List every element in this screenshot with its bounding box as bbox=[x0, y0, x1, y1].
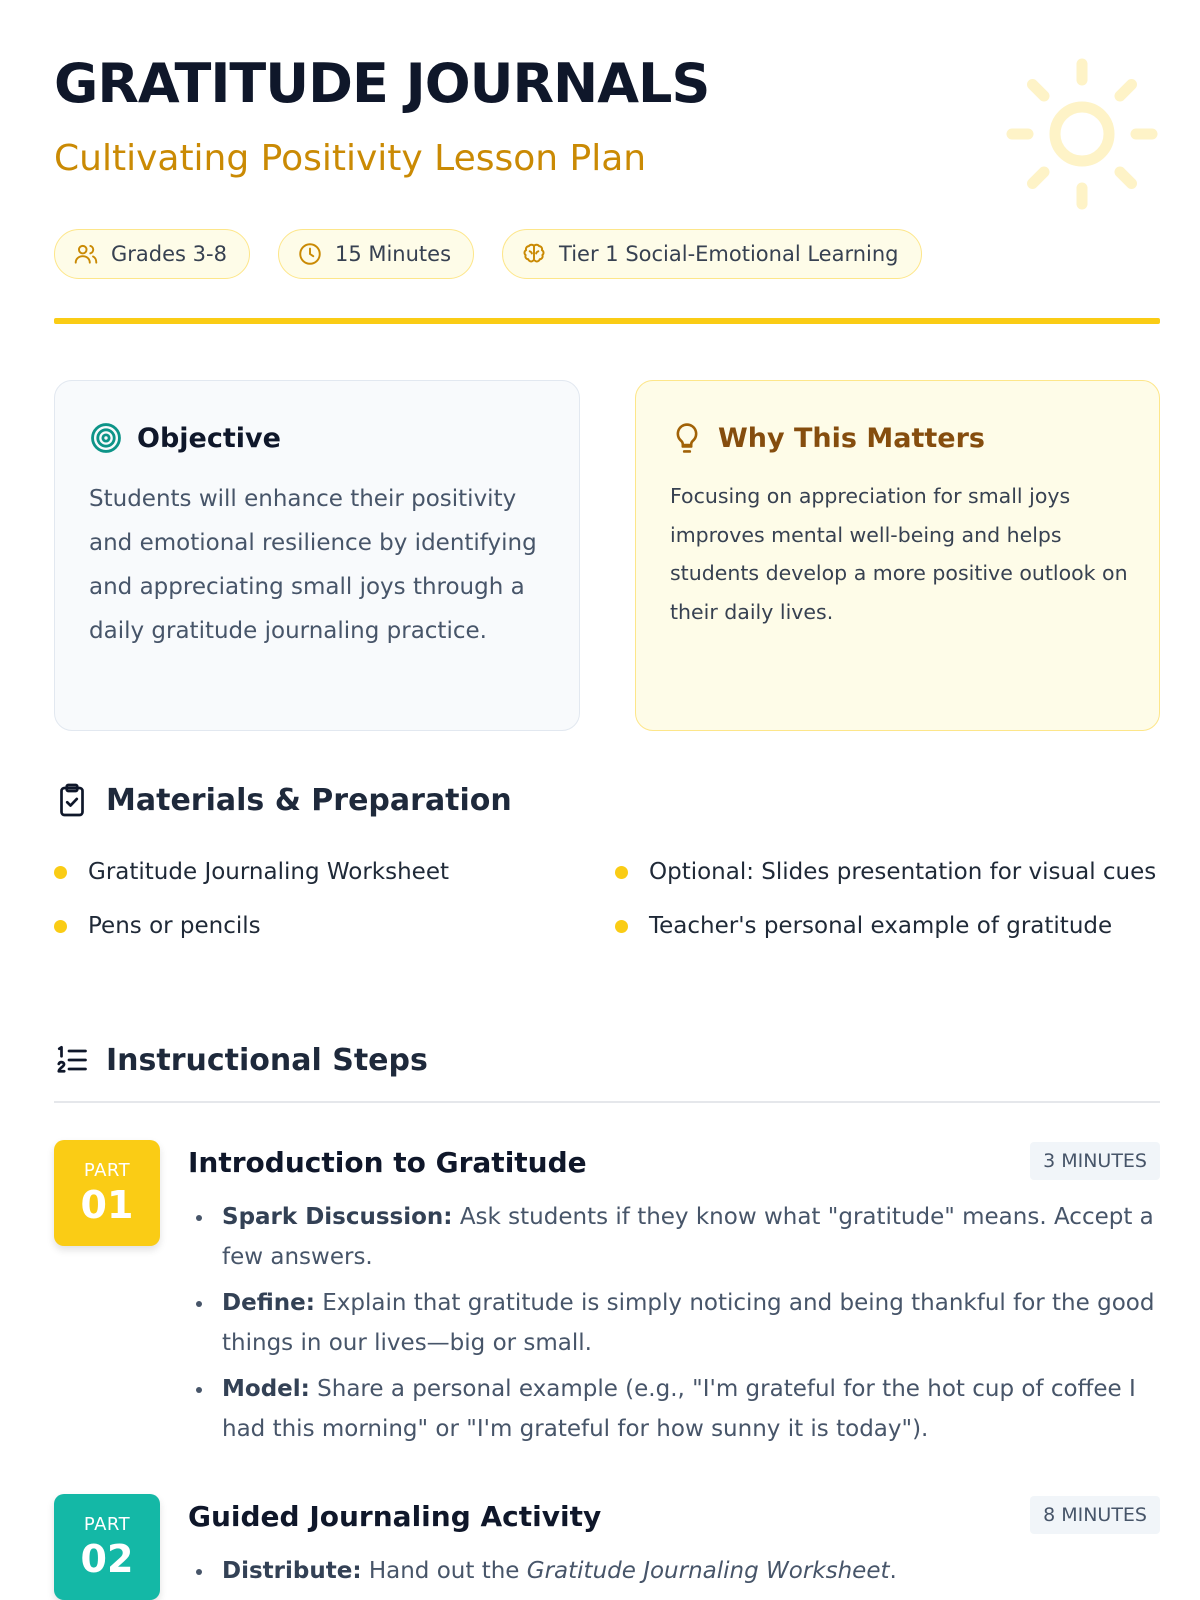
target-icon bbox=[89, 421, 123, 455]
part-label: PART bbox=[83, 1159, 131, 1181]
materials-heading-text: Materials & Preparation bbox=[106, 782, 512, 818]
grade-badge bbox=[54, 229, 250, 279]
bullet-text: Share a personal example (e.g., "I'm grateful for the hot cup of coffee I had this morning" or "I'm grateful for how sunny it is today"). bbox=[222, 1376, 1136, 1442]
page-subtitle: Cultivating Positivity Lesson Plan bbox=[54, 138, 647, 179]
badge-label: Tier 1 Social-Emotional Learning bbox=[559, 242, 899, 266]
numbered-list-icon bbox=[54, 1042, 90, 1078]
part-badge bbox=[54, 1494, 160, 1600]
clock-icon bbox=[297, 241, 323, 267]
objective-card bbox=[54, 380, 580, 731]
part-label: PART bbox=[83, 1513, 131, 1535]
list-item bbox=[188, 1283, 1160, 1363]
objective-text: Students will enhance their positivity and emotional resilience by identifying and appreciating small joys through a daily gratitude journaling practice. bbox=[89, 486, 537, 644]
bullet-text: Explain that gratitude is simply noticing and being thankful for the good things in our lives—big or small. bbox=[222, 1290, 1155, 1356]
materials-list-left bbox=[54, 852, 574, 960]
bullet-tail: . bbox=[889, 1558, 897, 1584]
header-divider bbox=[54, 318, 1160, 324]
bullet-text: Hand out the bbox=[361, 1558, 527, 1584]
objective-heading-text: Objective bbox=[137, 422, 281, 454]
users-icon bbox=[73, 241, 99, 267]
steps-heading bbox=[54, 1042, 428, 1078]
bullet-lead: Define: bbox=[222, 1290, 315, 1316]
worksheet-name: Gratitude Journaling Worksheet bbox=[526, 1558, 890, 1584]
step-title: Introduction to Gratitude bbox=[188, 1146, 587, 1179]
step-bullets bbox=[188, 1551, 1160, 1597]
tier-badge bbox=[502, 229, 921, 279]
why-heading bbox=[670, 421, 985, 455]
lightbulb-icon bbox=[670, 421, 704, 455]
step-2 bbox=[54, 1494, 1160, 1600]
why-heading-text: Why This Matters bbox=[718, 422, 985, 454]
list-item: Pens or pencils bbox=[54, 906, 574, 946]
part-badge bbox=[54, 1140, 160, 1246]
brain-icon bbox=[521, 241, 547, 267]
list-item bbox=[188, 1369, 1160, 1449]
part-number: 02 bbox=[80, 1536, 134, 1581]
bullet-lead: Distribute: bbox=[222, 1558, 362, 1584]
list-item: Teacher's personal example of gratitude bbox=[615, 906, 1160, 946]
list-item: Gratitude Journaling Worksheet bbox=[54, 852, 574, 892]
objective-heading bbox=[89, 421, 281, 455]
bullet-text: Ask students if they know what "gratitude" means. Accept a few answers. bbox=[222, 1204, 1154, 1270]
steps-heading-text: Instructional Steps bbox=[106, 1042, 428, 1078]
bullet-lead: Spark Discussion: bbox=[222, 1204, 453, 1230]
badge-label: 15 Minutes bbox=[334, 242, 452, 266]
bullet-lead: Model: bbox=[222, 1376, 310, 1402]
duration-badge: 8 MINUTES bbox=[1030, 1496, 1160, 1534]
sun-icon bbox=[1004, 56, 1160, 212]
why-text: Focusing on appreciation for small joys improves mental well-being and helps students develop a more positive outlook on their daily lives. bbox=[670, 484, 1128, 624]
step-bullets bbox=[188, 1197, 1160, 1455]
lesson-badges bbox=[54, 229, 922, 279]
steps-divider bbox=[54, 1101, 1160, 1103]
badge-label: Grades 3-8 bbox=[111, 242, 227, 266]
duration-badge bbox=[278, 229, 474, 279]
lesson-plan-page bbox=[54, 0, 1160, 1600]
clipboard-check-icon bbox=[54, 782, 90, 818]
duration-badge: 3 MINUTES bbox=[1030, 1142, 1160, 1180]
part-number: 01 bbox=[80, 1182, 134, 1227]
list-item bbox=[188, 1197, 1160, 1277]
step-title: Guided Journaling Activity bbox=[188, 1500, 602, 1533]
list-item bbox=[188, 1551, 1160, 1591]
list-item: Optional: Slides presentation for visual cues bbox=[615, 852, 1160, 892]
materials-list-right bbox=[615, 852, 1160, 960]
why-card bbox=[635, 380, 1160, 731]
page-title: GRATITUDE JOURNALS bbox=[54, 52, 710, 115]
step-1 bbox=[54, 1140, 1160, 1470]
materials-heading bbox=[54, 782, 512, 818]
